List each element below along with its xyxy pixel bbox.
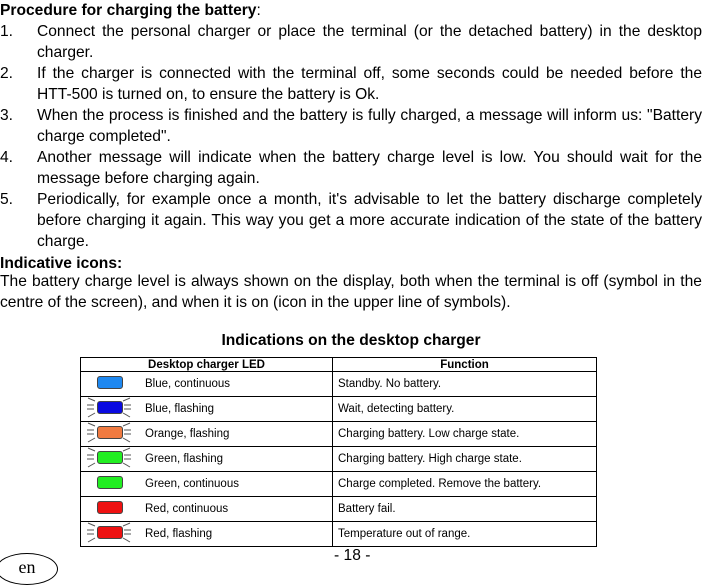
step-number: 2. — [0, 65, 14, 82]
header-function: Function — [333, 358, 597, 372]
table-row — [81, 497, 597, 522]
led-cell — [81, 447, 333, 472]
function-cell: Charge completed. Remove the battery. — [333, 472, 597, 497]
led-icon — [97, 401, 123, 414]
step-number: 4. — [0, 149, 14, 166]
led-label: Red, continuous — [145, 503, 229, 515]
heading-text: Procedure for charging the battery — [0, 2, 257, 19]
step-item — [0, 147, 702, 189]
step-text: If the charger is connected with the terminal off, some seconds could be needed before the HTT-500 is turned on, to ensure the battery is Ok. — [37, 65, 702, 103]
icons-text: The battery charge level is always shown on the display, both when the terminal is off (symbol in the centre of the screen), and when it is on (icon in the upper line of symbols). — [0, 273, 702, 311]
table-row — [81, 447, 597, 472]
led-label: Red, flashing — [145, 528, 213, 540]
led-label: Blue, flashing — [145, 403, 215, 415]
led-label: Green, flashing — [145, 453, 223, 465]
step-item — [0, 105, 702, 147]
led-cell — [81, 497, 333, 522]
table-row — [81, 422, 597, 447]
function-cell: Standby. No battery. — [333, 372, 597, 397]
page-number: - 18 - — [334, 547, 371, 564]
led-label: Blue, continuous — [145, 378, 231, 390]
header-led: Desktop charger LED — [81, 358, 333, 372]
table-row — [81, 397, 597, 422]
led-icon — [97, 526, 123, 539]
led-icon — [97, 476, 123, 489]
table-row — [81, 372, 597, 397]
led-table — [80, 357, 597, 547]
led-label: Green, continuous — [145, 478, 239, 490]
step-text: Periodically, for example once a month, it's advisable to let the battery discharge completely before charging it again. This way you get a more accurate indication of the state of the battery charge. — [37, 191, 702, 250]
procedure-steps — [0, 21, 702, 252]
led-cell — [81, 522, 333, 547]
led-cell — [81, 472, 333, 497]
led-cell — [81, 397, 333, 422]
led-label: Orange, flashing — [145, 428, 230, 440]
step-number: 1. — [0, 23, 14, 40]
function-cell: Charging battery. Low charge state. — [333, 422, 597, 447]
function-cell: Wait, detecting battery. — [333, 397, 597, 422]
step-number: 3. — [0, 107, 14, 124]
led-icon — [97, 376, 123, 389]
led-icon — [97, 501, 123, 514]
step-item — [0, 21, 702, 63]
led-icon — [97, 426, 123, 439]
icons-heading: Indicative icons: — [0, 255, 123, 272]
procedure-heading — [0, 0, 702, 21]
step-item — [0, 63, 702, 105]
led-cell — [81, 422, 333, 447]
step-item — [0, 189, 702, 252]
colon: : — [256, 2, 261, 19]
function-cell: Charging battery. High charge state. — [333, 447, 597, 472]
table-title: Indications on the desktop charger — [221, 332, 481, 349]
step-text: When the process is finished and the battery is fully charged, a message will inform us: "Battery charge completed". — [37, 107, 702, 145]
table-row — [81, 522, 597, 547]
led-icon — [97, 451, 123, 464]
step-text: Another message will indicate when the battery charge level is low. You should wait for the message before charging again. — [37, 149, 702, 187]
step-number: 5. — [0, 191, 14, 208]
led-cell — [81, 372, 333, 397]
function-cell: Battery fail. — [333, 497, 597, 522]
step-text: Connect the personal charger or place the terminal (or the detached battery) in the desktop charger. — [37, 23, 702, 61]
language-badge: en — [0, 553, 58, 585]
table-row — [81, 472, 597, 497]
function-cell: Temperature out of range. — [333, 522, 597, 547]
